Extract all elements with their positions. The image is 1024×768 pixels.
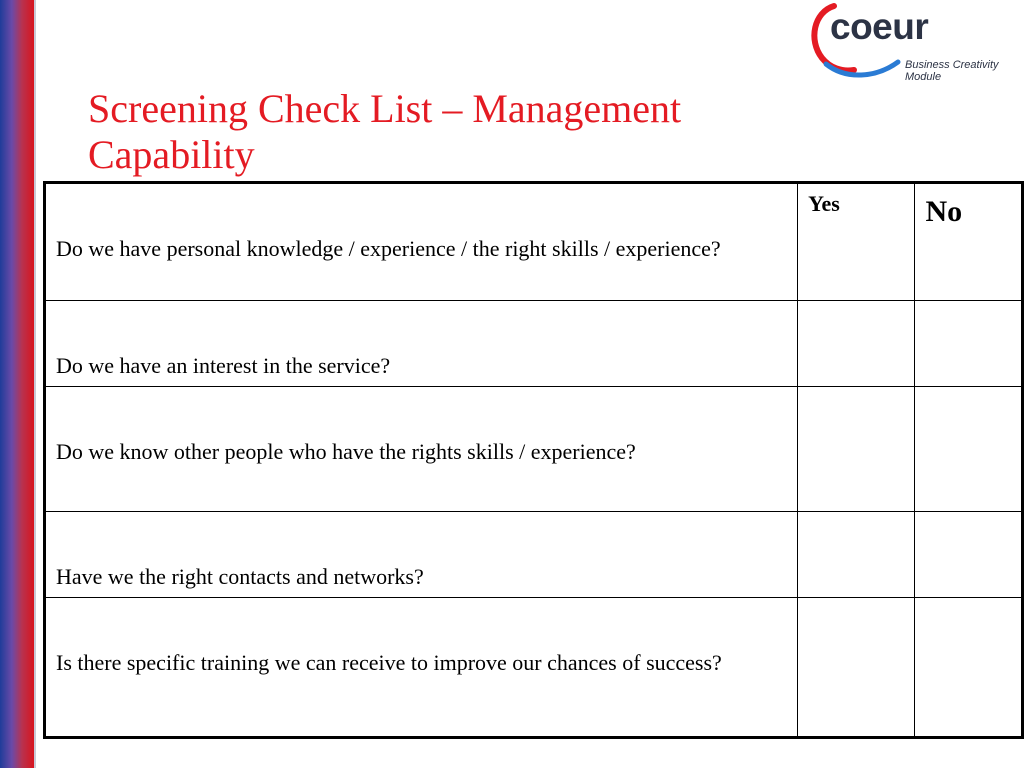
- table-row: [45, 301, 1023, 387]
- logo-tagline: [905, 59, 999, 83]
- logo-tagline-line-1: Business Creativity: [905, 59, 999, 71]
- no-answer-cell[interactable]: [915, 598, 1023, 738]
- question-text: Do we have personal knowledge / experience / the right skills / experience?: [56, 236, 721, 261]
- slide-title: Screening Check List – Management Capability: [88, 86, 682, 177]
- question-text: Do we know other people who have the rights skills / experience?: [56, 439, 636, 464]
- yes-answer-cell[interactable]: [798, 301, 915, 387]
- no-answer-cell[interactable]: [915, 512, 1023, 598]
- no-answer-cell[interactable]: [915, 301, 1023, 387]
- table-row: [45, 598, 1023, 738]
- question-cell: [45, 387, 798, 512]
- question-text: Do we have an interest in the service?: [56, 353, 391, 378]
- question-cell: [45, 512, 798, 598]
- coeur-logo: [806, 2, 1024, 86]
- question-text: Have we the right contacts and networks?: [56, 564, 424, 589]
- decorative-side-bar: [0, 0, 34, 768]
- yes-answer-cell[interactable]: [798, 512, 915, 598]
- table-row: [45, 512, 1023, 598]
- no-answer-cell[interactable]: [915, 387, 1023, 512]
- no-column-header: No: [915, 183, 1023, 301]
- yes-answer-cell[interactable]: [798, 387, 915, 512]
- question-text: Is there specific training we can receive to improve our chances of success?: [56, 650, 722, 675]
- logo-tagline-line-2: Module: [905, 71, 942, 83]
- table-row: [45, 183, 1023, 301]
- table-row: [45, 387, 1023, 512]
- question-cell: [45, 301, 798, 387]
- side-bar-divider: [34, 0, 36, 768]
- logo-wordmark: coeur: [830, 6, 929, 47]
- question-cell: [45, 598, 798, 738]
- yes-answer-cell[interactable]: [798, 598, 915, 738]
- question-cell: [45, 183, 798, 301]
- yes-column-header: Yes: [798, 183, 915, 301]
- screening-checklist-table: [43, 181, 1024, 739]
